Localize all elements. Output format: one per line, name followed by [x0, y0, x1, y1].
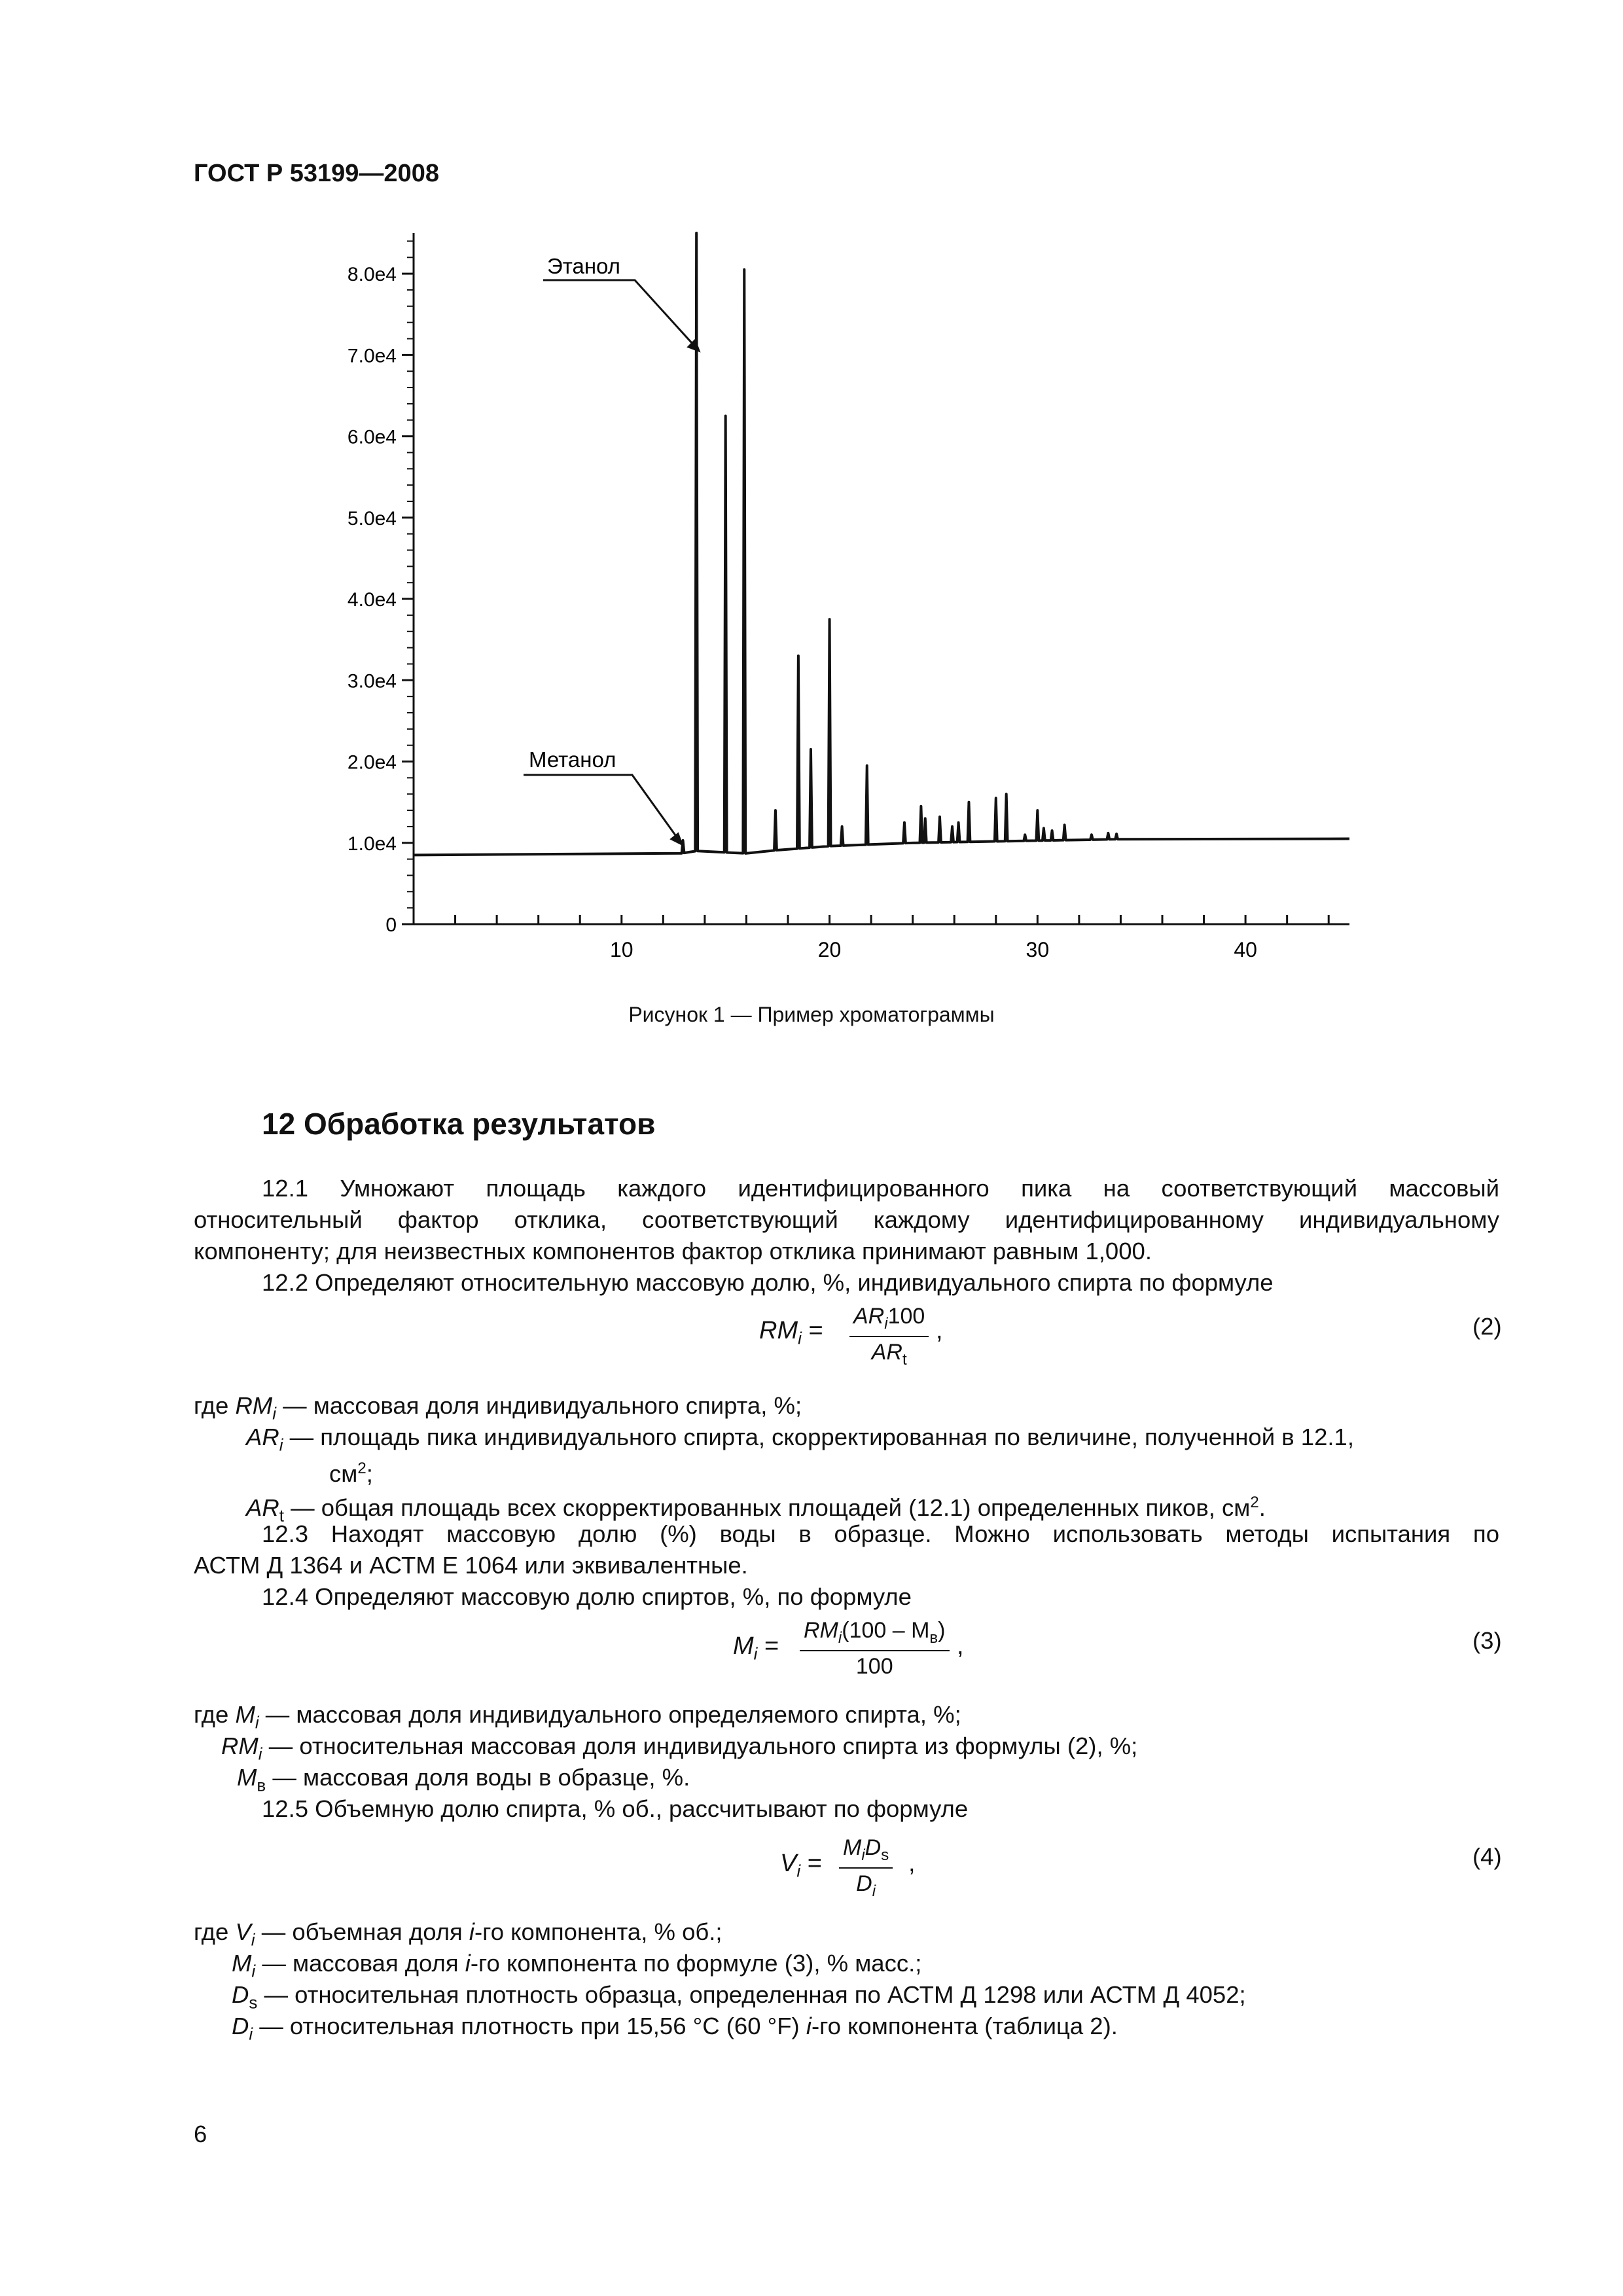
annotation-methanol: Метанол [529, 747, 616, 772]
paragraph-12-5: 12.5 Объемную долю спирта, % об., рассчитывают по формуле [262, 1795, 969, 1822]
y-tick-label: 5.0e4 [347, 507, 397, 529]
annotation-ethanol: Этанол [547, 254, 620, 278]
x-axis-ticks [414, 915, 1329, 961]
formula-2-fraction: $AR_i100$ $AR_t$ [849, 1304, 929, 1369]
formula-2-comma: , [936, 1317, 943, 1344]
formula-3-fraction: $RM_i(100 - M_в)$ 100 [800, 1618, 950, 1679]
paragraph-12-1-line-1 [194, 1173, 1499, 1204]
formula-4-number: (4) [1472, 1843, 1502, 1870]
paragraph-12-3-line-2: АСТМ Д 1364 и АСТМ Е 1064 или эквивалентные. [194, 1552, 748, 1579]
chromatogram-chart [0, 0, 1623, 982]
legend-4-v: где $V_i$ — объемная доля i-го компонента, % об.; [194, 1918, 722, 1950]
paragraph-12-1-line-3: компоненту; для неизвестных компонентов фактор отклика принимают равным 1,000. [194, 1238, 1152, 1265]
y-tick-label: 2.0e4 [347, 751, 397, 774]
document-code-header: ГОСТ Р 53199—2008 [194, 160, 439, 187]
formula-4-comma: , [908, 1850, 916, 1877]
formula-2-number: (2) [1472, 1313, 1502, 1340]
legend-4-di: $D_i$ — относительная плотность при 15,56 °С (60 °F) i-го компонента (таблица 2). [232, 2013, 1118, 2044]
paragraph-12-3-line-1 [194, 1518, 1499, 1550]
y-tick-label: 3.0e4 [347, 670, 397, 692]
y-tick-label: 4.0e4 [347, 589, 397, 611]
formula-4-lhs: $V_i$ = [780, 1850, 822, 1881]
formula-3-number: (3) [1472, 1627, 1502, 1654]
formula-2-lhs: $RM_i$ = [759, 1317, 823, 1348]
annotation-methanol-arrowhead [671, 834, 682, 844]
legend-3-mv: $M_в$ — массовая доля воды в образце, %. [237, 1764, 690, 1795]
text: 12.1 Умножают площадь каждого идентифицированного пика на соответствующий массовый [262, 1175, 1499, 1202]
paragraph-12-4: 12.4 Определяют массовую долю спиртов, %, по формуле [262, 1583, 912, 1610]
paragraph-12-1-line-2: относительный фактор отклика, соответствующий каждому идентифицированному индивидуальному [194, 1206, 1499, 1233]
legend-3-rm: $RM_i$ — относительная массовая доля индивидуального спирта из формулы (2), %; [221, 1732, 1138, 1764]
legend-4-ds: $D_s$ — относительная плотность образца, определенная по АСТМ Д 1298 или АСТМ Д 4052; [232, 1981, 1246, 2013]
chart-axes [414, 233, 1349, 924]
page-number: 6 [194, 2121, 207, 2147]
legend-4-m: $M_i$ — массовая доля i-го компонента по формуле (3), % масс.; [232, 1950, 922, 1981]
x-tick-label: 10 [609, 938, 633, 961]
annotation-methanol-leader [524, 775, 682, 844]
annotation-ethanol-leader [543, 280, 699, 351]
y-tick-label: 1.0e4 [347, 833, 397, 855]
legend-2-ar-unit: $см^2$; [329, 1460, 373, 1488]
x-tick-label: 40 [1234, 938, 1257, 961]
legend-2-rm: где $RM_i$ — массовая доля индивидуального спирта, %; [194, 1392, 802, 1424]
y-tick-label: 0 [385, 914, 397, 936]
section-title: 12 Обработка результатов [262, 1107, 656, 1141]
x-tick-label: 20 [817, 938, 842, 961]
x-tick-label: 30 [1026, 938, 1050, 961]
legend-2-ar: $AR_i$ — площадь пика индивидуального спирта, скорректированная по величине, полученной в 12.1, [246, 1424, 1354, 1455]
y-tick-label: 7.0e4 [347, 345, 397, 367]
peak-annotations [524, 254, 699, 844]
text: 12.3 Находят массовую долю (%) воды в образце. Можно использовать методы испытания по [262, 1520, 1499, 1547]
figure-caption: Рисунок 1 — Пример хроматограммы [628, 1003, 995, 1026]
formula-3-lhs: $M_i$ = [733, 1632, 779, 1664]
y-tick-label: 6.0e4 [347, 426, 397, 448]
formula-3-comma: , [957, 1632, 964, 1660]
y-axis-ticks [348, 241, 414, 936]
legend-3-m: где $M_i$ — массовая доля индивидуального определяемого спирта, %; [194, 1701, 961, 1732]
paragraph-12-2: 12.2 Определяют относительную массовую долю, %, индивидуального спирта по формуле [262, 1269, 1274, 1296]
legend-2-art: $AR_t$ — общая площадь всех скорректированных площадей (12.1) определенных пиков, $см^2$. [246, 1494, 1266, 1526]
y-tick-label: 8.0e4 [347, 264, 397, 286]
formula-4-fraction: $M_iD_s$ $D_i$ [839, 1835, 893, 1901]
